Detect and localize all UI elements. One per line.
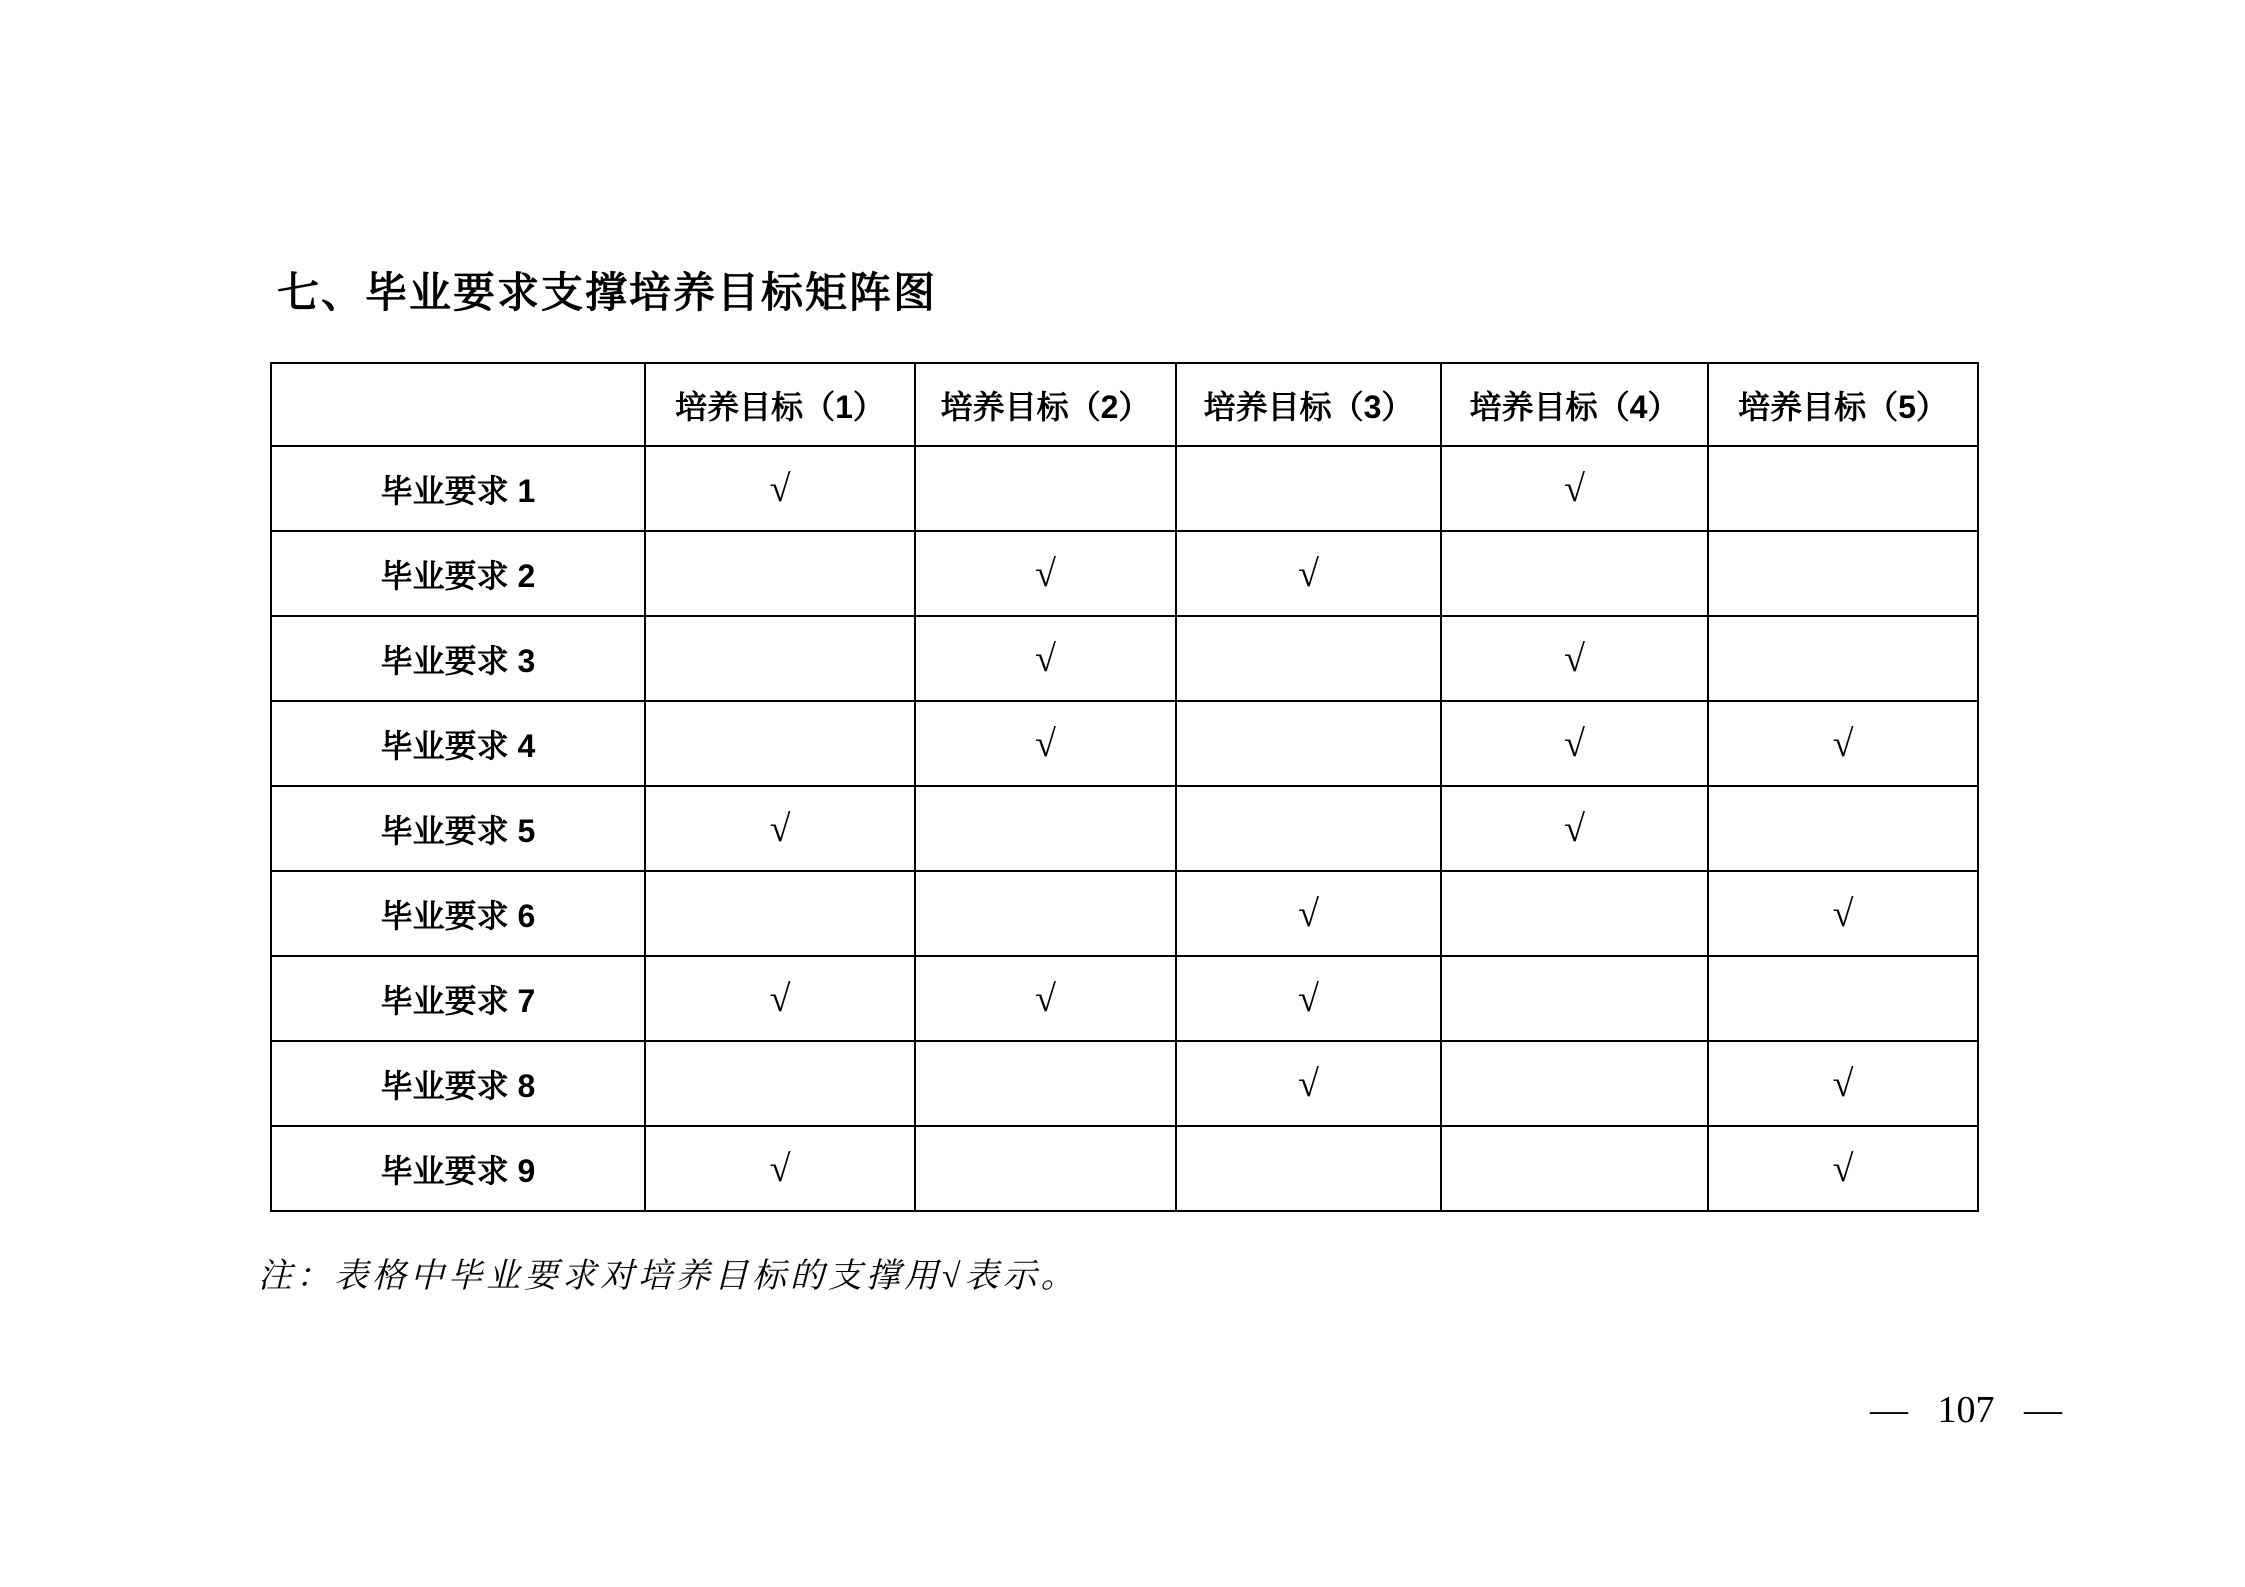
check-cell <box>915 446 1176 531</box>
check-cell <box>1708 956 1978 1041</box>
check-cell <box>645 531 915 616</box>
check-cell: √ <box>1176 531 1441 616</box>
column-header-objective-2: 培养目标（2） <box>915 363 1176 446</box>
check-cell <box>1176 786 1441 871</box>
check-cell <box>915 786 1176 871</box>
row-label-requirement-3: 毕业要求 3 <box>271 616 645 701</box>
row-label-requirement-9: 毕业要求 9 <box>271 1126 645 1211</box>
check-cell: √ <box>915 956 1176 1041</box>
support-matrix-table <box>270 362 1979 1212</box>
check-cell <box>1176 701 1441 786</box>
check-cell <box>1176 446 1441 531</box>
row-label-requirement-1: 毕业要求 1 <box>271 446 645 531</box>
check-cell <box>1708 786 1978 871</box>
column-header-objective-5: 培养目标（5） <box>1708 363 1978 446</box>
row-label-requirement-7: 毕业要求 7 <box>271 956 645 1041</box>
table-row <box>271 616 1978 701</box>
row-label-requirement-4: 毕业要求 4 <box>271 701 645 786</box>
check-cell <box>1441 956 1708 1041</box>
table-row <box>271 871 1978 956</box>
check-cell <box>1176 1126 1441 1211</box>
corner-cell <box>271 363 645 446</box>
table-row <box>271 1126 1978 1211</box>
check-cell: √ <box>645 956 915 1041</box>
table-header-row <box>271 363 1978 446</box>
check-cell: √ <box>915 531 1176 616</box>
table-row <box>271 531 1978 616</box>
check-cell: √ <box>1708 1041 1978 1126</box>
check-cell: √ <box>1441 701 1708 786</box>
check-cell: √ <box>645 786 915 871</box>
check-cell: √ <box>1441 616 1708 701</box>
check-cell <box>915 871 1176 956</box>
check-cell: √ <box>1708 871 1978 956</box>
check-cell <box>645 701 915 786</box>
table-row <box>271 701 1978 786</box>
check-cell <box>645 616 915 701</box>
check-cell: √ <box>1708 701 1978 786</box>
table-row <box>271 956 1978 1041</box>
check-cell <box>1441 871 1708 956</box>
page-number: — 107 — <box>1870 1389 2062 1431</box>
row-label-requirement-8: 毕业要求 8 <box>271 1041 645 1126</box>
column-header-objective-4: 培养目标（4） <box>1441 363 1708 446</box>
check-cell <box>1708 446 1978 531</box>
check-cell <box>915 1041 1176 1126</box>
check-cell <box>1441 1041 1708 1126</box>
check-cell: √ <box>1441 786 1708 871</box>
footnote: 注：表格中毕业要求对培养目标的支撑用√表示。 <box>258 1258 1079 1295</box>
check-cell <box>915 1126 1176 1211</box>
check-cell: √ <box>1176 871 1441 956</box>
check-cell: √ <box>645 446 915 531</box>
check-cell <box>645 1041 915 1126</box>
row-label-requirement-5: 毕业要求 5 <box>271 786 645 871</box>
column-header-objective-3: 培养目标（3） <box>1176 363 1441 446</box>
table-row <box>271 1041 1978 1126</box>
check-cell: √ <box>1176 956 1441 1041</box>
check-cell <box>1708 616 1978 701</box>
check-cell <box>1708 531 1978 616</box>
check-cell: √ <box>915 701 1176 786</box>
check-cell <box>645 871 915 956</box>
check-cell: √ <box>1176 1041 1441 1126</box>
check-cell <box>1441 1126 1708 1211</box>
row-label-requirement-6: 毕业要求 6 <box>271 871 645 956</box>
check-cell: √ <box>1708 1126 1978 1211</box>
table-row <box>271 446 1978 531</box>
check-cell: √ <box>645 1126 915 1211</box>
check-cell <box>1176 616 1441 701</box>
page-title: 七、毕业要求支撑培养目标矩阵图 <box>277 269 938 316</box>
check-cell: √ <box>1441 446 1708 531</box>
row-label-requirement-2: 毕业要求 2 <box>271 531 645 616</box>
table-row <box>271 786 1978 871</box>
check-cell: √ <box>915 616 1176 701</box>
check-cell <box>1441 531 1708 616</box>
column-header-objective-1: 培养目标（1） <box>645 363 915 446</box>
